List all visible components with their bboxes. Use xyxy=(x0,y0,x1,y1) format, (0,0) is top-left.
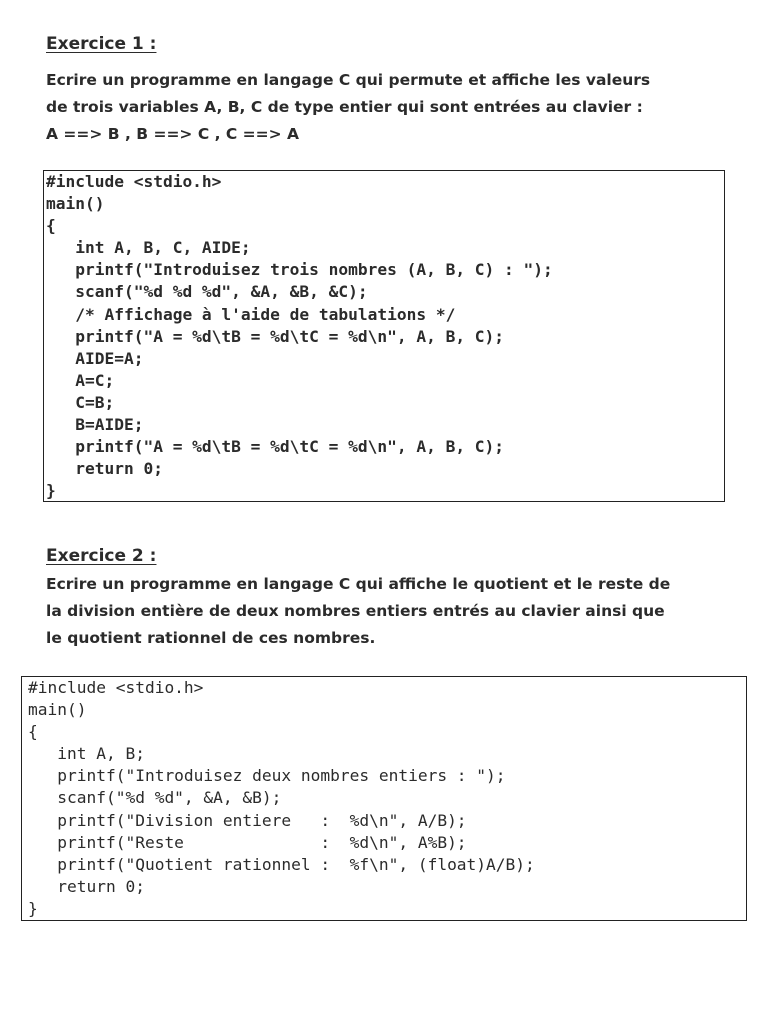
code-line: } xyxy=(46,481,56,501)
code-line: int A, B; xyxy=(28,744,145,764)
code-line: scanf("%d %d", &A, &B); xyxy=(28,788,282,808)
code-line: printf("A = %d\tB = %d\tC = %d\n", A, B, C); xyxy=(46,437,505,457)
exercise-2-code-block xyxy=(21,676,747,921)
code-line: printf("Division entiere : %d\n", A/B); xyxy=(28,810,467,830)
code-line: main() xyxy=(46,194,105,214)
statement-line: le quotient rationnel de ces nombres. xyxy=(46,629,376,647)
code-line: A=C; xyxy=(46,370,115,390)
code-line: #include <stdio.h> xyxy=(28,678,204,697)
code-line: /* Affichage à l'aide de tabulations */ xyxy=(46,304,456,324)
code-line: printf("Introduisez trois nombres (A, B, C) : "); xyxy=(46,260,553,280)
exercise-2-heading: Exercice 2 : xyxy=(46,546,157,566)
exercise-1-code-block xyxy=(43,170,725,502)
code-line: main() xyxy=(28,700,87,720)
code-line: } xyxy=(28,898,38,918)
exercise-2-statement xyxy=(46,571,670,652)
code-line: printf("Reste : %d\n", A%B); xyxy=(28,832,467,852)
statement-line: la division entière de deux nombres entiers entrés au clavier ainsi que xyxy=(46,602,665,620)
code-line: AIDE=A; xyxy=(46,348,144,368)
code-line: #include <stdio.h> xyxy=(46,172,222,191)
code-line: return 0; xyxy=(46,459,163,479)
exercise-1-heading: Exercice 1 : xyxy=(46,34,157,54)
code-line: { xyxy=(28,722,38,742)
code-line: C=B; xyxy=(46,392,115,412)
code-line: B=AIDE; xyxy=(46,415,144,435)
statement-line: Ecrire un programme en langage C qui permute et affiche les valeurs xyxy=(46,71,651,89)
code-line: int A, B, C, AIDE; xyxy=(46,238,251,258)
statement-line: de trois variables A, B, C de type entier qui sont entrées au clavier : xyxy=(46,98,643,116)
code-line: return 0; xyxy=(28,876,145,896)
code-line: printf("Quotient rationnel : %f\n", (float)A/B); xyxy=(28,854,535,874)
code-line: { xyxy=(46,216,56,236)
statement-line: A ==> B , B ==> C , C ==> A xyxy=(46,125,299,143)
exercise-1-statement xyxy=(46,67,650,148)
code-line: printf("A = %d\tB = %d\tC = %d\n", A, B, C); xyxy=(46,326,505,346)
statement-line: Ecrire un programme en langage C qui affiche le quotient et le reste de xyxy=(46,575,671,593)
code-line: printf("Introduisez deux nombres entiers : "); xyxy=(28,766,506,786)
code-line: scanf("%d %d %d", &A, &B, &C); xyxy=(46,282,368,302)
